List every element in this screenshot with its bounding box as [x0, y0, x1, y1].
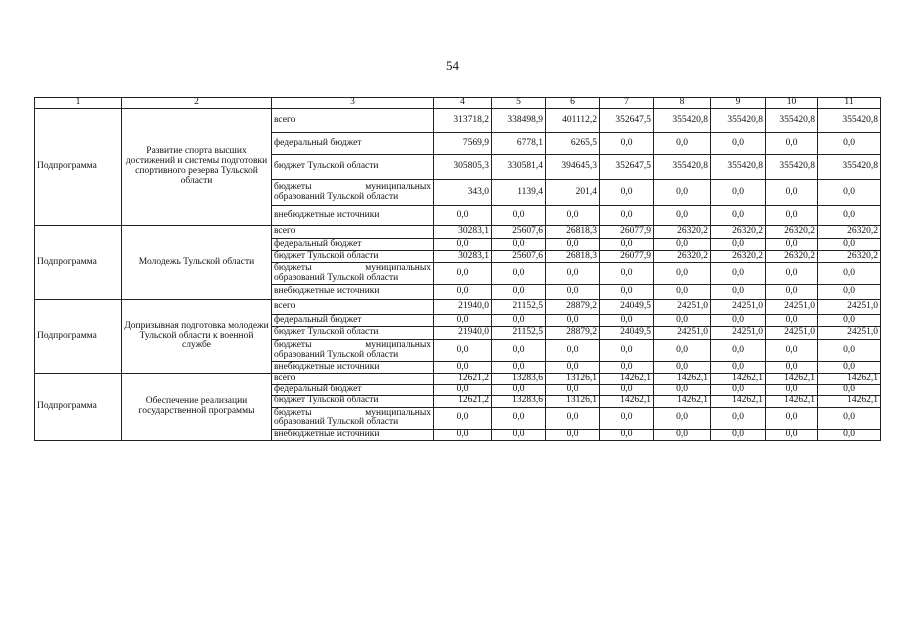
amount-cell: 26320,2 [711, 251, 766, 263]
column-header: 4 [434, 98, 492, 109]
amount-cell: 21940,0 [434, 327, 492, 340]
budget-table [34, 97, 881, 441]
amount-cell: 0,0 [818, 133, 881, 155]
funding-source: федеральный бюджет [272, 315, 434, 327]
amount-cell: 0,0 [766, 133, 818, 155]
amount-cell: 0,0 [818, 206, 881, 226]
amount-cell: 0,0 [654, 180, 711, 206]
amount-cell: 14262,1 [711, 374, 766, 385]
amount-cell: 0,0 [434, 385, 492, 396]
amount-cell: 0,0 [818, 315, 881, 327]
amount-cell: 24251,0 [711, 300, 766, 315]
amount-cell: 0,0 [600, 340, 654, 362]
funding-source: федеральный бюджет [272, 239, 434, 251]
amount-cell: 0,0 [766, 239, 818, 251]
amount-cell: 0,0 [546, 429, 600, 440]
column-header: 8 [654, 98, 711, 109]
funding-source: всего [272, 374, 434, 385]
amount-cell: 0,0 [766, 385, 818, 396]
amount-cell: 13283,6 [492, 395, 546, 407]
amount-cell: 0,0 [492, 340, 546, 362]
amount-cell: 24049,5 [600, 300, 654, 315]
amount-cell: 355420,8 [711, 155, 766, 180]
amount-cell: 305805,3 [434, 155, 492, 180]
funding-source: бюджеты муниципальных образований Тульской области [272, 407, 434, 429]
amount-cell: 0,0 [654, 133, 711, 155]
amount-cell: 313718,2 [434, 109, 492, 133]
column-header: 9 [711, 98, 766, 109]
amount-cell: 343,0 [434, 180, 492, 206]
amount-cell: 26320,2 [711, 226, 766, 239]
amount-cell: 0,0 [600, 315, 654, 327]
amount-cell: 0,0 [711, 385, 766, 396]
amount-cell: 0,0 [711, 285, 766, 300]
amount-cell: 201,4 [546, 180, 600, 206]
amount-cell: 26320,2 [818, 226, 881, 239]
amount-cell: 355420,8 [818, 155, 881, 180]
amount-cell: 25607,6 [492, 226, 546, 239]
header-row [35, 98, 881, 109]
table-row [35, 300, 881, 315]
amount-cell: 0,0 [546, 362, 600, 374]
amount-cell: 1139,4 [492, 180, 546, 206]
amount-cell: 0,0 [654, 362, 711, 374]
amount-cell: 14262,1 [766, 395, 818, 407]
amount-cell: 14262,1 [654, 395, 711, 407]
amount-cell: 338498,9 [492, 109, 546, 133]
amount-cell: 0,0 [600, 429, 654, 440]
amount-cell: 355420,8 [766, 109, 818, 133]
amount-cell: 0,0 [654, 407, 711, 429]
amount-cell: 24049,5 [600, 327, 654, 340]
amount-cell: 0,0 [654, 340, 711, 362]
amount-cell: 0,0 [600, 133, 654, 155]
amount-cell: 0,0 [600, 285, 654, 300]
funding-source: федеральный бюджет [272, 385, 434, 396]
amount-cell: 14262,1 [654, 374, 711, 385]
subprogram-type: Подпрограмма [35, 109, 122, 226]
funding-source: бюджеты муниципальных образований Тульской области [272, 340, 434, 362]
funding-source: внебюджетные источники [272, 429, 434, 440]
amount-cell: 0,0 [711, 206, 766, 226]
amount-cell: 25607,6 [492, 251, 546, 263]
amount-cell: 24251,0 [818, 300, 881, 315]
amount-cell: 0,0 [766, 206, 818, 226]
amount-cell: 0,0 [492, 385, 546, 396]
amount-cell: 0,0 [766, 263, 818, 285]
amount-cell: 0,0 [492, 407, 546, 429]
column-header: 3 [272, 98, 434, 109]
amount-cell: 0,0 [546, 340, 600, 362]
column-header: 2 [122, 98, 272, 109]
amount-cell: 355420,8 [654, 155, 711, 180]
amount-cell: 394645,3 [546, 155, 600, 180]
amount-cell: 0,0 [434, 239, 492, 251]
amount-cell: 6778,1 [492, 133, 546, 155]
table-body [35, 109, 881, 441]
funding-source: внебюджетные источники [272, 206, 434, 226]
amount-cell: 24251,0 [654, 300, 711, 315]
funding-source: бюджет Тульской области [272, 251, 434, 263]
amount-cell: 0,0 [434, 340, 492, 362]
amount-cell: 0,0 [654, 285, 711, 300]
amount-cell: 0,0 [546, 285, 600, 300]
amount-cell: 0,0 [600, 362, 654, 374]
amount-cell: 0,0 [492, 315, 546, 327]
amount-cell: 0,0 [546, 407, 600, 429]
amount-cell: 0,0 [434, 206, 492, 226]
subprogram-type: Подпрограмма [35, 226, 122, 300]
funding-source: бюджеты муниципальных образований Тульской области [272, 263, 434, 285]
amount-cell: 28879,2 [546, 327, 600, 340]
funding-source: всего [272, 300, 434, 315]
amount-cell: 0,0 [711, 362, 766, 374]
amount-cell: 0,0 [492, 429, 546, 440]
amount-cell: 13126,1 [546, 374, 600, 385]
amount-cell: 0,0 [711, 180, 766, 206]
funding-source: внебюджетные источники [272, 285, 434, 300]
funding-source: всего [272, 226, 434, 239]
amount-cell: 26320,2 [654, 226, 711, 239]
amount-cell: 0,0 [600, 239, 654, 251]
amount-cell: 0,0 [818, 263, 881, 285]
amount-cell: 0,0 [492, 263, 546, 285]
amount-cell: 28879,2 [546, 300, 600, 315]
amount-cell: 0,0 [492, 239, 546, 251]
amount-cell: 6265,5 [546, 133, 600, 155]
amount-cell: 0,0 [546, 385, 600, 396]
amount-cell: 0,0 [654, 315, 711, 327]
amount-cell: 24251,0 [711, 327, 766, 340]
amount-cell: 352647,5 [600, 109, 654, 133]
amount-cell: 0,0 [654, 239, 711, 251]
amount-cell: 0,0 [600, 407, 654, 429]
amount-cell: 14262,1 [711, 395, 766, 407]
amount-cell: 13283,6 [492, 374, 546, 385]
amount-cell: 0,0 [818, 340, 881, 362]
amount-cell: 14262,1 [818, 395, 881, 407]
amount-cell: 24251,0 [766, 327, 818, 340]
amount-cell: 0,0 [654, 385, 711, 396]
amount-cell: 0,0 [492, 362, 546, 374]
funding-source: бюджет Тульской области [272, 155, 434, 180]
amount-cell: 401112,2 [546, 109, 600, 133]
amount-cell: 0,0 [711, 263, 766, 285]
subprogram-name: Обеспечение реализации государственной программы [122, 374, 272, 441]
amount-cell: 0,0 [766, 180, 818, 206]
amount-cell: 14262,1 [818, 374, 881, 385]
amount-cell: 0,0 [818, 239, 881, 251]
amount-cell: 0,0 [766, 429, 818, 440]
amount-cell: 21152,5 [492, 300, 546, 315]
amount-cell: 21152,5 [492, 327, 546, 340]
amount-cell: 0,0 [654, 429, 711, 440]
amount-cell: 0,0 [818, 407, 881, 429]
subprogram-name: Молодежь Тульской области [122, 226, 272, 300]
amount-cell: 13126,1 [546, 395, 600, 407]
amount-cell: 26320,2 [654, 251, 711, 263]
amount-cell: 0,0 [600, 263, 654, 285]
amount-cell: 0,0 [818, 429, 881, 440]
subprogram-type: Подпрограмма [35, 374, 122, 441]
amount-cell: 0,0 [546, 206, 600, 226]
amount-cell: 0,0 [492, 206, 546, 226]
amount-cell: 14262,1 [600, 374, 654, 385]
subprogram-type: Подпрограмма [35, 300, 122, 374]
amount-cell: 26320,2 [818, 251, 881, 263]
amount-cell: 0,0 [818, 385, 881, 396]
amount-cell: 0,0 [434, 429, 492, 440]
funding-source: федеральный бюджет [272, 133, 434, 155]
amount-cell: 0,0 [711, 315, 766, 327]
amount-cell: 0,0 [711, 239, 766, 251]
amount-cell: 0,0 [711, 340, 766, 362]
amount-cell: 26818,3 [546, 226, 600, 239]
amount-cell: 0,0 [434, 362, 492, 374]
amount-cell: 0,0 [546, 263, 600, 285]
amount-cell: 26818,3 [546, 251, 600, 263]
amount-cell: 0,0 [711, 133, 766, 155]
amount-cell: 26320,2 [766, 251, 818, 263]
table-row [35, 226, 881, 239]
amount-cell: 0,0 [546, 239, 600, 251]
amount-cell: 355420,8 [654, 109, 711, 133]
amount-cell: 0,0 [434, 285, 492, 300]
amount-cell: 14262,1 [600, 395, 654, 407]
amount-cell: 0,0 [434, 315, 492, 327]
amount-cell: 0,0 [600, 180, 654, 206]
amount-cell: 26077,9 [600, 251, 654, 263]
amount-cell: 26320,2 [766, 226, 818, 239]
amount-cell: 12621,2 [434, 395, 492, 407]
amount-cell: 0,0 [711, 407, 766, 429]
amount-cell: 0,0 [766, 407, 818, 429]
amount-cell: 0,0 [711, 429, 766, 440]
amount-cell: 26077,9 [600, 226, 654, 239]
page-number: 54 [446, 58, 459, 73]
amount-cell: 0,0 [654, 206, 711, 226]
amount-cell: 30283,1 [434, 251, 492, 263]
amount-cell: 0,0 [766, 285, 818, 300]
amount-cell: 7569,9 [434, 133, 492, 155]
funding-source: бюджет Тульской области [272, 327, 434, 340]
funding-source: бюджет Тульской области [272, 395, 434, 407]
column-header: 10 [766, 98, 818, 109]
amount-cell: 352647,5 [600, 155, 654, 180]
amount-cell: 0,0 [600, 385, 654, 396]
amount-cell: 24251,0 [654, 327, 711, 340]
amount-cell: 0,0 [492, 285, 546, 300]
column-header: 5 [492, 98, 546, 109]
amount-cell: 330581,4 [492, 155, 546, 180]
column-header: 11 [818, 98, 881, 109]
amount-cell: 355420,8 [818, 109, 881, 133]
funding-source: бюджеты муниципальных образований Тульской области [272, 180, 434, 206]
amount-cell: 21940,0 [434, 300, 492, 315]
subprogram-name: Развитие спорта высших достижений и системы подготовки спортивного резерва Тульской области [122, 109, 272, 226]
subprogram-name: Допризывная подготовка молодежи Тульской области к военной службе [122, 300, 272, 374]
amount-cell: 0,0 [766, 340, 818, 362]
amount-cell: 0,0 [818, 285, 881, 300]
table-row [35, 109, 881, 133]
amount-cell: 355420,8 [766, 155, 818, 180]
amount-cell: 0,0 [600, 206, 654, 226]
amount-cell: 0,0 [434, 263, 492, 285]
amount-cell: 0,0 [434, 407, 492, 429]
column-header: 6 [546, 98, 600, 109]
amount-cell: 14262,1 [766, 374, 818, 385]
amount-cell: 30283,1 [434, 226, 492, 239]
funding-source: внебюджетные источники [272, 362, 434, 374]
amount-cell: 0,0 [818, 180, 881, 206]
amount-cell: 0,0 [766, 362, 818, 374]
amount-cell: 12621,2 [434, 374, 492, 385]
amount-cell: 24251,0 [818, 327, 881, 340]
amount-cell: 355420,8 [711, 109, 766, 133]
amount-cell: 0,0 [766, 315, 818, 327]
amount-cell: 0,0 [818, 362, 881, 374]
funding-source: всего [272, 109, 434, 133]
amount-cell: 0,0 [654, 263, 711, 285]
table-row [35, 374, 881, 385]
column-header: 1 [35, 98, 122, 109]
amount-cell: 0,0 [546, 315, 600, 327]
amount-cell: 24251,0 [766, 300, 818, 315]
column-header: 7 [600, 98, 654, 109]
